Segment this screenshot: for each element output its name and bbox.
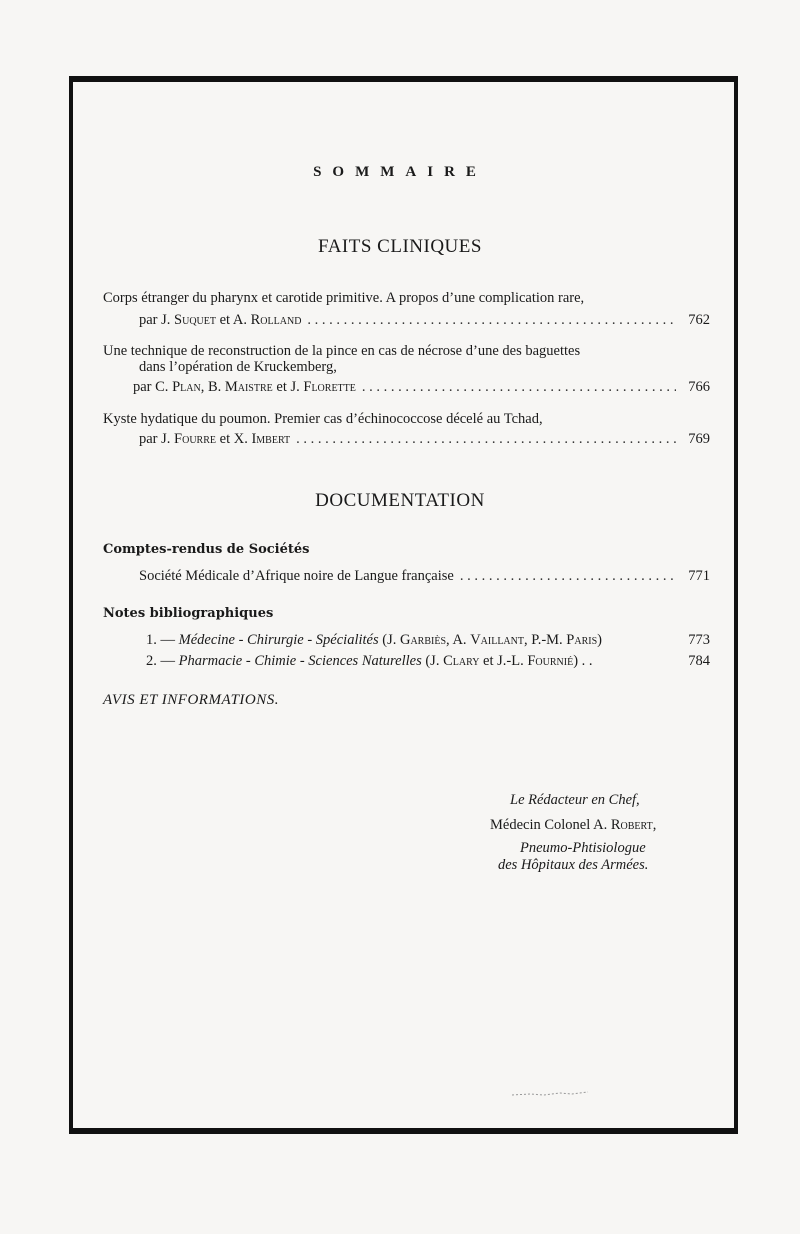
section-title-faits-cliniques: FAITS CLINIQUES — [318, 236, 482, 257]
author-name: Rolland — [250, 312, 302, 328]
signature-specialty: Pneumo-Phtisiologue — [520, 840, 646, 856]
dot-leader — [362, 379, 676, 396]
toc-entry-title: 2. — Pharmacie - Chimie - Sciences Naturelles (J. Clary et J.-L. Fournié) . . — [146, 653, 593, 669]
toc-entry-row — [146, 653, 710, 670]
dot-leader — [460, 568, 676, 585]
toc-entry-title: Une technique de reconstruction de la pince en cas de nécrose d’une des baguettes — [103, 343, 581, 359]
page-title: SOMMAIRE — [313, 164, 487, 180]
author-name: Florette — [303, 379, 356, 395]
section-title-documentation: DOCUMENTATION — [315, 490, 485, 511]
author-name: Paris — [566, 632, 598, 648]
signature-role: Le Rédacteur en Chef, — [510, 792, 640, 808]
toc-entry-authors: par J. Suquet et A. Rolland — [139, 312, 302, 328]
author-name: Vaillant — [470, 632, 524, 648]
toc-entry-authors-row — [139, 431, 710, 448]
page-number: 766 — [688, 379, 710, 395]
toc-entry-row — [146, 632, 710, 649]
toc-entry-title: 1. — Médecine - Chirurgie - Spécialités (J. Garbiès, A. Vaillant, P.-M. Paris) — [146, 632, 602, 648]
toc-entry-authors: par C. Plan, B. Maistre et J. Florette — [133, 379, 356, 395]
page-number: 784 — [688, 653, 710, 669]
toc-entry-title: Société Médicale d’Afrique noire de Langue française — [139, 568, 454, 584]
toc-entry-title: Kyste hydatique du poumon. Premier cas d’échinococcose décelé au Tchad, — [103, 411, 543, 427]
author-name: Plan — [172, 379, 201, 395]
toc-entry-row — [139, 568, 710, 585]
author-name: Maistre — [224, 379, 273, 395]
toc-entry-title-cont: dans l’opération de Kruckemberg, — [139, 359, 337, 375]
author-name: Fourre — [174, 431, 217, 447]
dot-leader — [307, 312, 676, 329]
author-name: Clary — [443, 653, 480, 669]
author-name: Imbert — [251, 431, 291, 447]
toc-entry-title: Corps étranger du pharynx et carotide primitive. A propos d’une complication rare, — [103, 290, 585, 306]
page-number: 762 — [688, 312, 710, 328]
dot-leader — [296, 431, 676, 448]
avis-et-informations: AVIS ET INFORMATIONS. — [103, 692, 279, 708]
signature-affiliation: des Hôpitaux des Armées. — [498, 857, 649, 873]
subheading-comptes-rendus: Comptes-rendus de Sociétés — [103, 542, 310, 557]
page-number: 769 — [688, 431, 710, 447]
page-number: 773 — [688, 632, 710, 648]
page-number: 771 — [688, 568, 710, 584]
toc-entry-authors-row — [133, 379, 710, 396]
toc-entry-authors: par J. Fourre et X. Imbert — [139, 431, 291, 447]
author-name: Fournié — [527, 653, 574, 669]
author-name: Suquet — [174, 312, 216, 328]
print-smudge — [510, 1090, 590, 1098]
subheading-notes-bibliographiques: Notes bibliographiques — [103, 606, 274, 621]
signature-name: Médecin Colonel A. Robert, — [490, 817, 657, 833]
page-border — [69, 76, 738, 1134]
author-name: Garbiès — [399, 632, 447, 648]
toc-entry-authors-row — [139, 312, 710, 329]
